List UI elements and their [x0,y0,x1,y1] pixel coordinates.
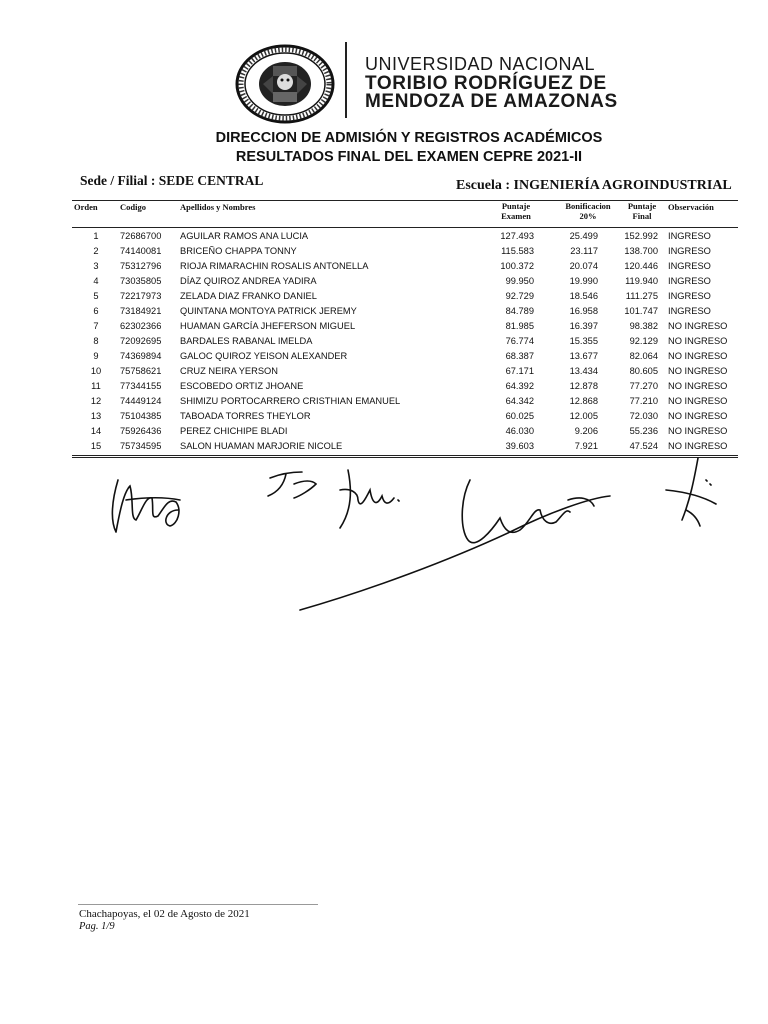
cell-codigo: 75734595 [120,441,162,451]
cell-bonificacion: 13.677 [569,351,598,361]
cell-codigo: 72217973 [120,291,162,301]
cell-observacion: NO INGRESO [668,411,728,421]
cell-puntaje-final: 77.270 [629,381,658,391]
table-row [72,409,738,424]
cell-observacion: NO INGRESO [668,366,728,376]
cell-nombre: TABOADA TORRES THEYLOR [180,411,311,421]
table-row [72,364,738,379]
cell-orden: 15 [90,441,102,451]
cell-bonificacion: 18.546 [569,291,598,301]
sede-label: Sede / Filial : SEDE CENTRAL [80,173,264,188]
cell-codigo: 72092695 [120,336,162,346]
cell-nombre: GALOC QUIROZ YEISON ALEXANDER [180,351,348,361]
table-row [72,334,738,349]
cell-puntaje-examen: 92.729 [505,291,534,301]
cell-puntaje-final: 82.064 [629,351,658,361]
cell-puntaje-examen: 99.950 [505,276,534,286]
cell-codigo: 73035805 [120,276,162,286]
cell-orden: 4 [93,276,99,286]
table-row [72,229,738,244]
cell-puntaje-examen: 76.774 [505,336,534,346]
cell-nombre: RIOJA RIMARACHIN ROSALIS ANTONELLA [180,261,369,271]
cell-bonificacion: 12.868 [569,396,598,406]
cell-puntaje-final: 120.446 [624,261,658,271]
handwritten-signatures [90,440,750,620]
table-row [72,394,738,409]
cell-codigo: 75758621 [120,366,162,376]
cell-puntaje-examen: 67.171 [505,366,534,376]
cell-observacion: NO INGRESO [668,351,728,361]
cell-orden: 1 [93,231,99,241]
cell-codigo: 75104385 [120,411,162,421]
cell-observacion: NO INGRESO [668,426,728,436]
cell-observacion: INGRESO [668,231,711,241]
cell-nombre: AGUILAR RAMOS ANA LUCIA [180,231,309,241]
header-puntaje-examen: Puntaje Examen [501,201,531,221]
table-row [72,379,738,394]
document-title: DIRECCION DE ADMISIÓN Y REGISTROS ACADÉMICOS [215,130,603,146]
cell-puntaje-examen: 60.025 [505,411,534,421]
cell-puntaje-examen: 115.583 [501,246,534,256]
university-name-line1: UNIVERSIDAD NACIONAL [365,54,596,74]
footer-rule [78,904,318,905]
cell-puntaje-final: 92.129 [629,336,658,346]
header-bonificacion: Bonificacion 20% [565,201,611,221]
header-puntaje-final: Puntaje Final [627,201,657,221]
cell-nombre: CRUZ NEIRA YERSON [180,366,278,376]
cell-nombre: DÍAZ QUIROZ ANDREA YADIRA [180,276,317,286]
cell-codigo: 62302366 [120,321,162,331]
cell-observacion: INGRESO [668,246,711,256]
cell-nombre: HUAMAN GARCÍA JHEFERSON MIGUEL [180,321,356,331]
footer-page-number: Pag. 1/9 [79,921,115,932]
university-name-line3: MENDOZA DE AMAZONAS [365,91,618,112]
cell-observacion: INGRESO [668,261,711,271]
table-row [72,424,738,439]
cell-codigo: 75312796 [120,261,162,271]
cell-puntaje-final: 152.992 [624,231,658,241]
table-row [72,319,738,334]
cell-codigo: 74140081 [120,246,162,256]
cell-puntaje-final: 77.210 [629,396,658,406]
cell-puntaje-examen: 68.387 [505,351,534,361]
table-row [72,274,738,289]
cell-bonificacion: 25.499 [569,231,598,241]
cell-puntaje-final: 101.747 [624,306,658,316]
cell-codigo: 73184921 [120,306,162,316]
cell-puntaje-examen: 46.030 [505,426,534,436]
cell-observacion: NO INGRESO [668,441,728,451]
cell-nombre: ESCOBEDO ORTIZ JHOANE [180,381,304,391]
cell-codigo: 77344155 [120,381,162,391]
cell-observacion: NO INGRESO [668,336,728,346]
header-nombres: Apellidos y Nombres [180,202,256,212]
cell-puntaje-examen: 64.342 [505,396,534,406]
cell-bonificacion: 15.355 [569,336,598,346]
cell-orden: 11 [91,381,101,391]
cell-puntaje-final: 119.940 [625,276,658,286]
cell-observacion: NO INGRESO [668,396,728,406]
table-row [72,304,738,319]
header-observacion: Observación [668,202,714,212]
cell-orden: 13 [90,411,102,421]
cell-codigo: 74449124 [120,396,162,406]
escuela-label: Escuela : INGENIERÍA AGROINDUSTRIAL [456,178,732,193]
cell-bonificacion: 9.206 [574,426,598,436]
cell-orden: 10 [90,366,102,376]
cell-orden: 3 [93,261,99,271]
table-header [72,200,738,228]
header-orden: Orden [74,202,98,212]
cell-codigo: 75926436 [120,426,162,436]
cell-orden: 12 [90,396,102,406]
cell-observacion: NO INGRESO [668,321,728,331]
footer-date: Chachapoyas, el 02 de Agosto de 2021 [79,908,250,920]
cell-codigo: 74369894 [120,351,162,361]
cell-nombre: PEREZ CHICHIPE BLADI [180,426,288,436]
cell-bonificacion: 12.005 [569,411,598,421]
header-codigo: Codigo [120,202,146,212]
cell-orden: 6 [93,306,99,316]
table-row [72,244,738,259]
university-seal-icon [233,44,337,124]
cell-nombre: BARDALES RABANAL IMELDA [180,336,313,346]
cell-bonificacion: 12.878 [569,381,598,391]
table-row [72,349,738,364]
table-row [72,289,738,304]
cell-orden: 5 [93,291,99,301]
cell-observacion: INGRESO [668,306,711,316]
cell-nombre: BRICEÑO CHAPPA TONNY [180,246,297,256]
cell-orden: 9 [93,351,99,361]
cell-puntaje-final: 47.524 [629,441,658,451]
cell-bonificacion: 23.117 [570,246,598,256]
cell-bonificacion: 16.397 [569,321,598,331]
cell-puntaje-final: 72.030 [629,411,658,421]
cell-puntaje-examen: 127.493 [500,231,534,241]
cell-observacion: NO INGRESO [668,381,728,391]
cell-orden: 8 [93,336,99,346]
cell-bonificacion: 7.921 [574,441,598,451]
cell-puntaje-examen: 100.372 [500,261,534,271]
cell-puntaje-examen: 81.985 [505,321,534,331]
cell-puntaje-examen: 84.789 [505,306,534,316]
cell-bonificacion: 19.990 [569,276,598,286]
cell-orden: 14 [90,426,102,436]
cell-orden: 7 [93,321,99,331]
cell-nombre: ZELADA DIAZ FRANKO DANIEL [180,291,317,301]
header-divider [345,42,347,118]
cell-observacion: INGRESO [668,276,711,286]
cell-nombre: SHIMIZU PORTOCARRERO CRISTHIAN EMANUEL [180,396,401,406]
cell-bonificacion: 20.074 [569,261,598,271]
cell-bonificacion: 16.958 [569,306,598,316]
table-row [72,259,738,274]
cell-puntaje-final: 80.605 [629,366,658,376]
cell-nombre: SALON HUAMAN MARJORIE NICOLE [180,441,343,451]
cell-puntaje-final: 111.275 [625,291,658,301]
document-subtitle: RESULTADOS FINAL DEL EXAMEN CEPRE 2021-II [235,149,583,165]
cell-puntaje-final: 138.700 [624,246,658,256]
university-name-line2: TORIBIO RODRÍGUEZ DE [365,73,607,94]
cell-orden: 2 [93,246,99,256]
cell-codigo: 72686700 [120,231,162,241]
cell-bonificacion: 13.434 [569,366,598,376]
cell-puntaje-examen: 39.603 [505,441,534,451]
cell-puntaje-final: 98.382 [629,321,658,331]
cell-nombre: QUINTANA MONTOYA PATRICK JEREMY [180,306,357,316]
cell-puntaje-final: 55.236 [629,426,658,436]
cell-puntaje-examen: 64.392 [505,381,534,391]
cell-observacion: INGRESO [668,291,711,301]
